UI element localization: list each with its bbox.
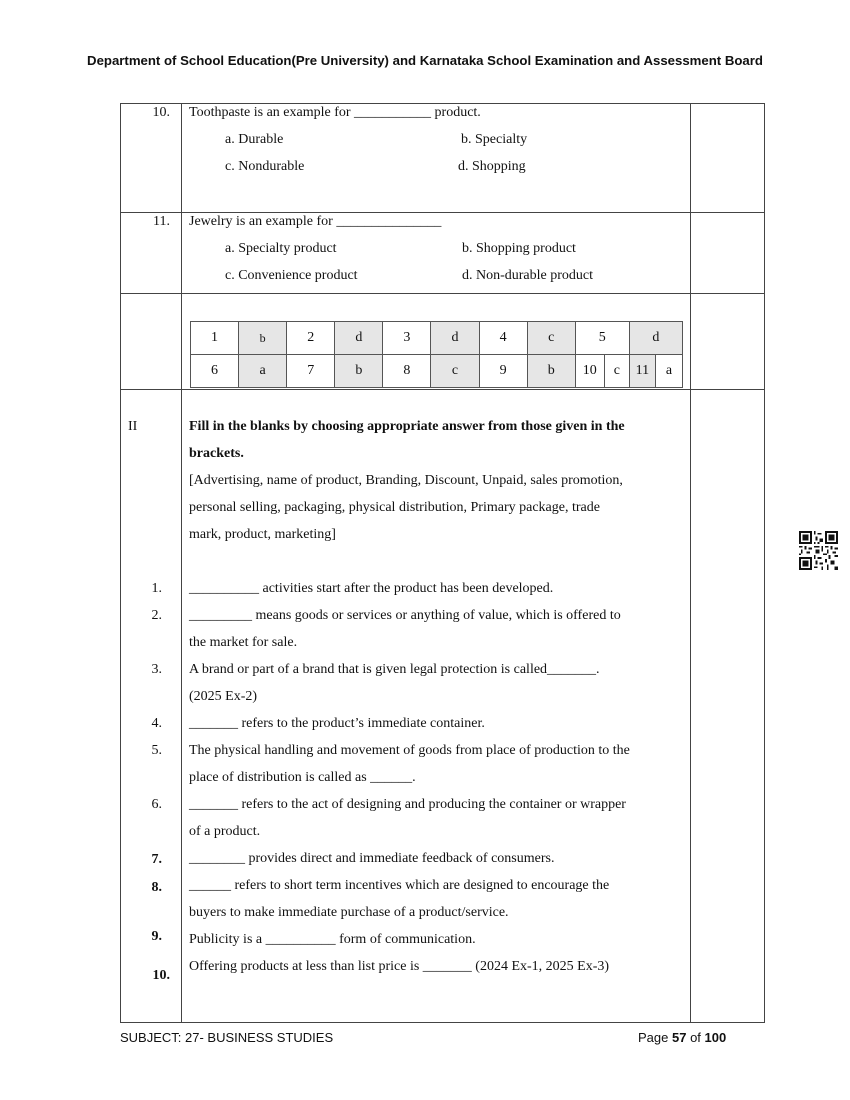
answer-key-cell: b xyxy=(335,355,383,388)
question-text: Toothpaste is an example for ___________ product. xyxy=(189,105,481,120)
item-number: 1. xyxy=(151,581,162,596)
answer-key-cell: 6 xyxy=(191,355,239,388)
row-divider xyxy=(120,293,765,294)
footer-subject: SUBJECT: 27- BUSINESS STUDIES xyxy=(120,1030,334,1045)
qr-code-icon xyxy=(799,531,838,570)
option-d: d. Non-durable product xyxy=(462,268,594,283)
answer-key-cell: c xyxy=(527,322,575,355)
section-number: II xyxy=(128,419,138,434)
item-text: _________ means goods or services or anything of value, which is offered to xyxy=(189,608,621,623)
answer-choices: mark, product, marketing] xyxy=(189,527,336,542)
answer-key-cell: b xyxy=(239,322,287,355)
answer-key-row xyxy=(191,322,683,355)
section-heading: Fill in the blanks by choosing appropriate answer from those given in the xyxy=(189,419,625,434)
item-number: 7. xyxy=(151,852,162,867)
item-text: A brand or part of a brand that is given legal protection is called_______. xyxy=(189,662,600,677)
option-b: b. Specialty xyxy=(461,132,528,147)
item-number: 5. xyxy=(151,743,162,758)
item-text: place of distribution is called as ______. xyxy=(189,770,416,785)
answer-key-cell: 4 xyxy=(479,322,527,355)
row-divider xyxy=(120,212,765,213)
option-d: d. Shopping xyxy=(458,159,526,174)
item-text: __________ activities start after the product has been developed. xyxy=(189,581,554,596)
answer-key-cell: 9 xyxy=(479,355,527,388)
item-text: ______ refers to short term incentives which are designed to encourage the xyxy=(189,878,610,893)
item-number: 4. xyxy=(151,716,162,731)
item-number: 9. xyxy=(151,929,162,944)
item-text: _______ refers to the product’s immediate container. xyxy=(189,716,485,731)
option-a: a. Specialty product xyxy=(225,241,337,256)
item-number: 6. xyxy=(151,797,162,812)
answer-key-cell: 10 xyxy=(575,355,604,388)
current-page: 57 xyxy=(671,1030,687,1045)
answer-key-row xyxy=(191,355,683,388)
column-divider xyxy=(181,103,182,1023)
option-c: c. Nondurable xyxy=(225,159,305,174)
answer-key-cell: 11 xyxy=(629,355,655,388)
item-text: (2025 Ex-2) xyxy=(189,689,258,704)
option-c: c. Convenience product xyxy=(225,268,358,283)
item-number: 3. xyxy=(151,662,162,677)
answer-key-cell: d xyxy=(629,322,682,355)
item-text: The physical handling and movement of goods from place of production to the xyxy=(189,743,630,758)
item-text: of a product. xyxy=(189,824,261,839)
question-number: 10. xyxy=(152,105,170,120)
option-b: b. Shopping product xyxy=(462,241,576,256)
column-divider xyxy=(690,103,691,1023)
item-text: ________ provides direct and immediate feedback of consumers. xyxy=(189,851,555,866)
question-text: Jewelry is an example for _______________ xyxy=(189,214,442,229)
row-divider xyxy=(120,389,765,390)
answer-key-cell: 8 xyxy=(383,355,431,388)
answer-choices: personal selling, packaging, physical distribution, Primary package, trade xyxy=(189,500,600,515)
answer-choices: [Advertising, name of product, Branding, Discount, Unpaid, sales promotion, xyxy=(189,473,623,488)
item-text: _______ refers to the act of designing and producing the container or wrapper xyxy=(189,797,626,812)
answer-key-cell: 1 xyxy=(191,322,239,355)
page-header: Department of School Education(Pre University) and Karnataka School Examination and Assessment Board xyxy=(87,53,763,68)
total-pages: 100 xyxy=(704,1030,727,1045)
answer-key-cell: d xyxy=(431,322,479,355)
answer-key-table xyxy=(190,321,683,388)
answer-key-cell: 5 xyxy=(575,322,629,355)
answer-key-cell: c xyxy=(431,355,479,388)
item-text: the market for sale. xyxy=(189,635,298,650)
page-of-label: of xyxy=(686,1030,705,1045)
answer-key-cell: a xyxy=(239,355,287,388)
section-heading: brackets. xyxy=(189,446,244,461)
answer-key-cell: 2 xyxy=(287,322,335,355)
answer-key-cell: d xyxy=(335,322,383,355)
item-number: 10. xyxy=(152,968,170,983)
item-text: Offering products at less than list price is _______ (2024 Ex-1, 2025 Ex-3) xyxy=(189,959,610,974)
answer-key-cell: b xyxy=(527,355,575,388)
answer-key-cell: c xyxy=(604,355,629,388)
page-label: Page xyxy=(638,1030,672,1045)
question-number: 11. xyxy=(153,214,170,229)
item-number: 2. xyxy=(151,608,162,623)
answer-key-cell: 3 xyxy=(383,322,431,355)
answer-key-cell: a xyxy=(655,355,682,388)
option-a: a. Durable xyxy=(225,132,284,147)
footer-page-number xyxy=(638,1030,726,1045)
item-text: buyers to make immediate purchase of a product/service. xyxy=(189,905,509,920)
item-number: 8. xyxy=(151,880,162,895)
item-text: Publicity is a __________ form of communication. xyxy=(189,932,476,947)
answer-key-cell: 7 xyxy=(287,355,335,388)
